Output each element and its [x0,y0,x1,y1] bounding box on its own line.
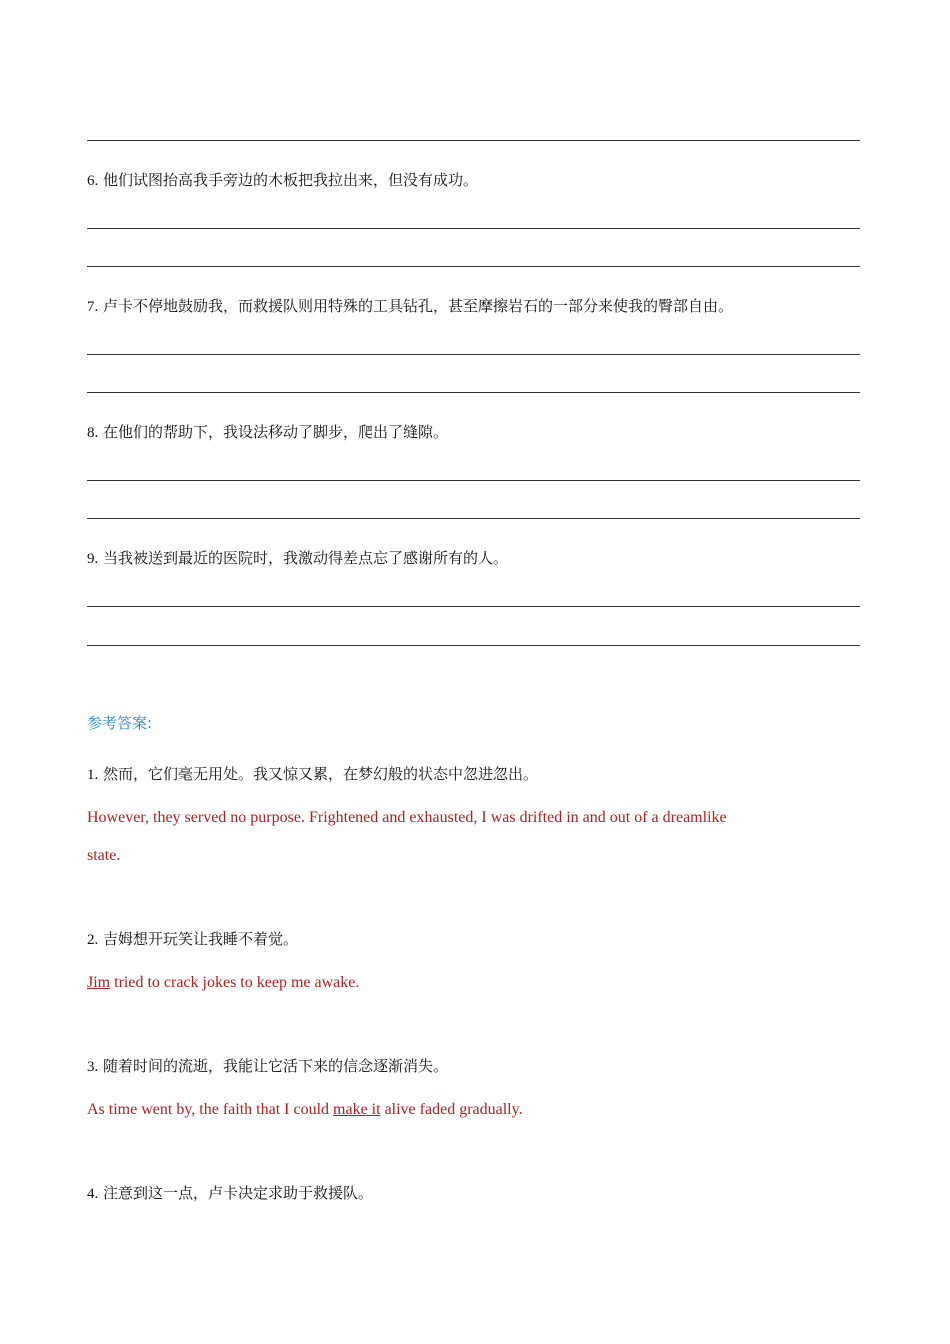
question-9 [87,548,508,569]
answer-2-prompt [87,929,298,950]
answer-blank-line[interactable] [87,606,860,607]
answer-english-line: state. [87,847,121,864]
question-6 [87,170,478,191]
answer-4-prompt [87,1183,373,1204]
answer-prompt-text: 随着时间的流逝，我能让它活下来的信念逐渐消失。 [103,1057,449,1075]
answer-1-english [87,799,863,837]
answer-blank-line[interactable] [87,645,860,646]
underlined-phrase: make it [333,1101,381,1118]
answer-number: 2. [87,932,99,948]
question-8 [87,422,448,443]
answer-prompt-text: 吉姆想开玩笑让我睡不着觉。 [103,930,299,948]
question-7 [87,296,733,317]
answer-number: 4. [87,1186,99,1202]
answer-blank-line[interactable] [87,392,860,393]
answer-english-text: alive faded gradually. [380,1101,523,1118]
answers-heading: 参考答案: [87,714,153,732]
answer-blank-line[interactable] [87,480,860,481]
answer-blank-line[interactable] [87,228,860,229]
question-text: 当我被送到最近的医院时，我激动得差点忘了感谢所有的人。 [103,549,509,567]
answer-number: 1. [87,767,99,783]
answer-english-line: However, they served no purpose. Frightened and exhausted, I was drifted in and out of a dreamlike [87,809,727,826]
answer-blank-line[interactable] [87,354,860,355]
question-text: 卢卡不停地鼓励我，而救援队则用特殊的工具钻孔，甚至摩擦岩石的一部分来使我的臀部自由。 [103,297,734,315]
answer-1-prompt [87,764,538,785]
question-number: 8. [87,425,99,441]
answer-3-english [87,1091,863,1129]
answer-2-english [87,964,863,1002]
answer-1-english-cont [87,837,863,875]
question-number: 9. [87,551,99,567]
answer-blank-line[interactable] [87,140,860,141]
answer-blank-line[interactable] [87,266,860,267]
underlined-phrase: Jim [87,974,111,991]
answer-english-text: As time went by, the faith that I could [87,1101,334,1118]
answer-prompt-text: 注意到这一点，卢卡决定求助于救援队。 [103,1184,374,1202]
question-number: 6. [87,173,99,189]
answer-3-prompt [87,1056,448,1077]
answer-english-text: tried to crack jokes to keep me awake. [110,974,360,991]
answer-blank-line[interactable] [87,518,860,519]
question-text: 在他们的帮助下，我设法移动了脚步，爬出了缝隙。 [103,423,449,441]
question-text: 他们试图抬高我手旁边的木板把我拉出来，但没有成功。 [103,171,479,189]
question-number: 7. [87,299,99,315]
answer-prompt-text: 然而，它们毫无用处。我又惊又累，在梦幻般的状态中忽进忽出。 [103,765,539,783]
answer-number: 3. [87,1059,99,1075]
